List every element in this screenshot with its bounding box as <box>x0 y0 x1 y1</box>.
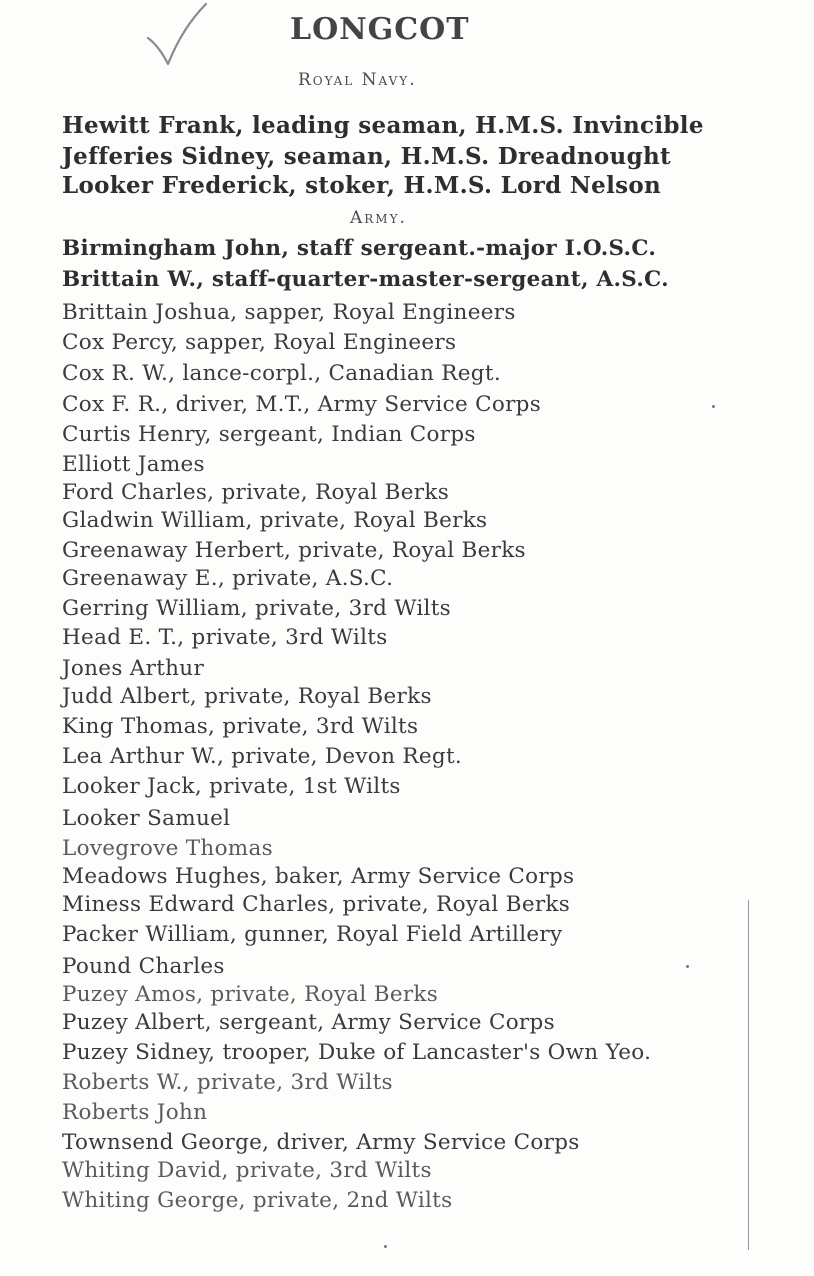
army-heading: Army. <box>350 208 407 228</box>
army-entry: Roberts W., private, 3rd Wilts <box>62 1070 393 1095</box>
army-entry: Whiting David, private, 3rd Wilts <box>62 1158 432 1183</box>
army-entry: Birmingham John, staff sergeant.-major I.O.S.C. <box>62 236 657 261</box>
army-entry: Pound Charles <box>62 954 225 979</box>
army-entry: Elliott James <box>62 452 205 477</box>
army-entry: Greenaway E., private, A.S.C. <box>62 566 394 591</box>
army-entry: Roberts John <box>62 1100 208 1125</box>
army-entry: Whiting George, private, 2nd Wilts <box>62 1188 453 1213</box>
navy-heading: Royal Navy. <box>298 70 417 90</box>
army-entry: Brittain Joshua, sapper, Royal Engineers <box>62 300 516 325</box>
army-entry: Cox F. R., driver, M.T., Army Service Corps <box>62 392 542 417</box>
army-entry: Puzey Amos, private, Royal Berks <box>62 982 439 1007</box>
speck-mark <box>686 965 689 968</box>
army-entry: Gladwin William, private, Royal Berks <box>62 508 488 533</box>
army-entry: Ford Charles, private, Royal Berks <box>62 480 450 505</box>
army-entry: Packer William, gunner, Royal Field Artillery <box>62 922 563 947</box>
page-title: LONGCOT <box>290 12 470 47</box>
army-entry: Greenaway Herbert, private, Royal Berks <box>62 538 526 563</box>
navy-entry: Hewitt Frank, leading seaman, H.M.S. Invincible <box>62 112 704 139</box>
army-entry: Lea Arthur W., private, Devon Regt. <box>62 744 463 769</box>
speck-mark <box>712 405 715 408</box>
navy-entry: Jefferies Sidney, seaman, H.M.S. Dreadnought <box>62 143 671 170</box>
army-entry: Jones Arthur <box>62 656 205 681</box>
army-entry: Lovegrove Thomas <box>62 836 273 861</box>
army-entry: Meadows Hughes, baker, Army Service Corps <box>62 864 575 889</box>
army-entry: Looker Jack, private, 1st Wilts <box>62 774 401 799</box>
army-entry: Cox Percy, sapper, Royal Engineers <box>62 330 457 355</box>
army-entry: Brittain W., staff-quarter-master-sergeant, A.S.C. <box>62 267 669 292</box>
army-entry: King Thomas, private, 3rd Wilts <box>62 714 419 739</box>
army-entry: Miness Edward Charles, private, Royal Berks <box>62 892 571 917</box>
army-entry: Cox R. W., lance-corpl., Canadian Regt. <box>62 361 501 386</box>
checkmark-icon <box>142 0 212 72</box>
navy-entry: Looker Frederick, stoker, H.M.S. Lord Nelson <box>62 172 662 199</box>
speck-mark <box>384 1245 387 1248</box>
army-entry: Townsend George, driver, Army Service Corps <box>62 1130 580 1155</box>
army-entry: Judd Albert, private, Royal Berks <box>62 684 432 709</box>
army-entry: Gerring William, private, 3rd Wilts <box>62 596 451 621</box>
army-entry: Curtis Henry, sergeant, Indian Corps <box>62 422 476 447</box>
army-entry: Looker Samuel <box>62 806 231 831</box>
army-entry: Head E. T., private, 3rd Wilts <box>62 625 388 650</box>
army-entry: Puzey Albert, sergeant, Army Service Corps <box>62 1010 555 1035</box>
scan-edge-line <box>748 900 749 1250</box>
army-entry: Puzey Sidney, trooper, Duke of Lancaster's Own Yeo. <box>62 1040 652 1065</box>
